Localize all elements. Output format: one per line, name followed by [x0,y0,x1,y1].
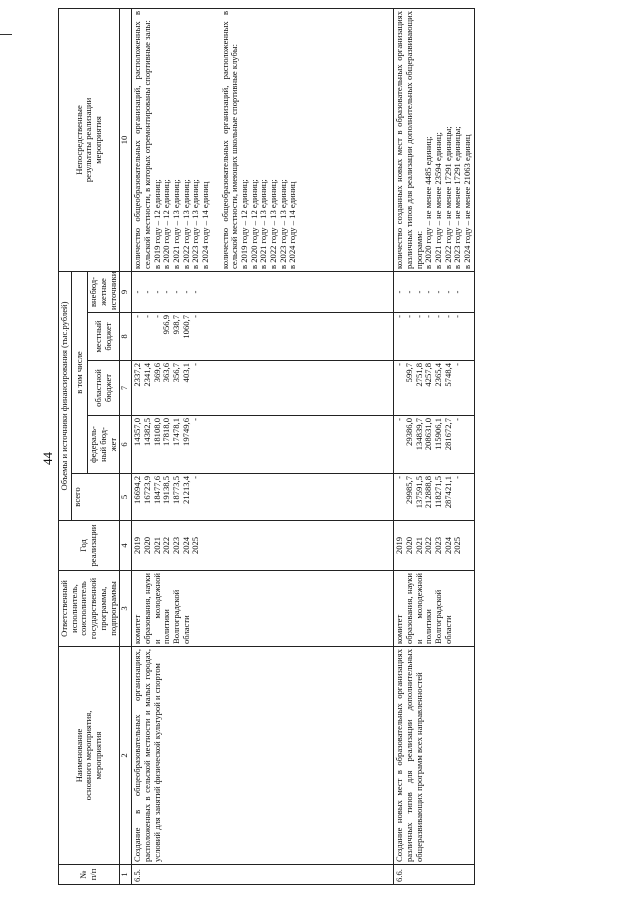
table-row [394,8,475,884]
page-edge-mark [0,34,12,35]
row-regional: - 599,7 2751,8 4257,8 2365,4 5748,4 - [394,361,475,416]
row-years: 2019 2020 2021 2022 2023 2024 2025 [394,521,475,571]
col-number: 3 [120,571,132,647]
header-offbudget: внебюд- жетные источники [88,271,120,312]
header-regional: областной бюджет [88,361,120,416]
header-executor: Ответственный исполнитель, соисполнитель государственной программы, подпрограммы [59,571,120,647]
header-federal: федераль- ный бюд- жет [88,416,120,474]
col-number: 5 [120,474,132,521]
row-federal: - 29386,0 134839,7 208631,0 115906,1 281672,7 - [394,416,475,474]
col-number: 8 [120,313,132,361]
row-total: - 29985,7 137591,5 212888,8 118271,5 287421,1 - [394,474,475,521]
header-year: Год реализации [59,521,120,571]
column-number-row [120,8,132,884]
row-total: 16694,2 16723,9 18477,6 19138,5 18773,5 21213,4 - [132,474,394,521]
row-results: количество созданных новых мест в образовательных организациях различных типов для реализации дополнительных общеразвивающих программ: в 2020 году – не менее 4485 единиц; в 2021 году – не менее 23594 единиц; в 2022 году – не менее 17291 единицы; в 2023 году – не менее 17291 единицы; в 2024 году – не менее 21063 единиц [394,8,475,271]
row-results: количество общеобразовательных организаций, расположенных в сельской местности, в которых отремонтированы спортивные залы: в 2019 году – 12 единиц; в 2020 году – 12 единиц; в 2021 году – 13 единиц; в 2022 году – 13 единиц; в 2023 году – 13 единиц; в 2024 году – 14 единиц количество общеобразовательных организаций, расположенных в сельской местности, имеющих школьные спортивные клубы: в 2019 году – 12 единиц; в 2020 году – 12 единиц; в 2021 году – 13 единиц; в 2022 году – 13 единиц; в 2023 году – 13 единиц; в 2024 году – 14 единиц [132,8,394,271]
header-local: местный бюджет [88,313,120,361]
row-executor: комитет образования, науки и молодежной политики Волгоградской области [394,571,475,647]
row-local: - - - 956,9 938,7 1060,7 - [132,313,394,361]
page-number: 44 [40,452,55,465]
row-offbudget: - - - - - - - [394,271,475,312]
col-number: 7 [120,361,132,416]
header-results: Непосредственные результаты реализации мероприятия [59,8,120,271]
header-name: Наименование основного мероприятия, мероприятия [59,647,120,865]
row-name: Создание в общеобразовательных организациях, расположенных в сельской местности и малых городах, условий для занятий физической культурой и спортом [132,647,394,865]
col-number: 10 [120,8,132,271]
row-regional: 2337,2 2341,4 369,6 363,6 356,7 403,1 - [132,361,394,416]
header-num: № п/п [59,865,120,885]
financing-table [58,8,475,885]
col-number: 9 [120,271,132,312]
row-num: 6.6. [394,865,475,885]
header-incl: в том числе [71,271,87,473]
col-number: 2 [120,647,132,865]
row-offbudget: - - - - - - - [132,271,394,312]
col-number: 1 [120,865,132,885]
row-name: Создание новых мест в образовательных организациях различных типов для реализации дополнительных общеразвивающих программ всех направленностей [394,647,475,865]
row-local: - - - - - - - [394,313,475,361]
header-volumes: Объемы и источники финансирования (тыс.рублей) [59,271,72,520]
row-years: 2019 2020 2021 2022 2023 2024 2025 [132,521,394,571]
row-num: 6.5. [132,865,394,885]
col-number: 6 [120,416,132,474]
table-row [132,8,394,884]
row-executor: комитет образования, науки и молодежной политики Волгоградской области [132,571,394,647]
col-number: 4 [120,521,132,571]
header-total: всего [71,474,120,521]
header-row-1 [59,8,72,884]
row-federal: 14357,0 14382,5 18108,0 17818,0 17478,1 19749,6 - [132,416,394,474]
